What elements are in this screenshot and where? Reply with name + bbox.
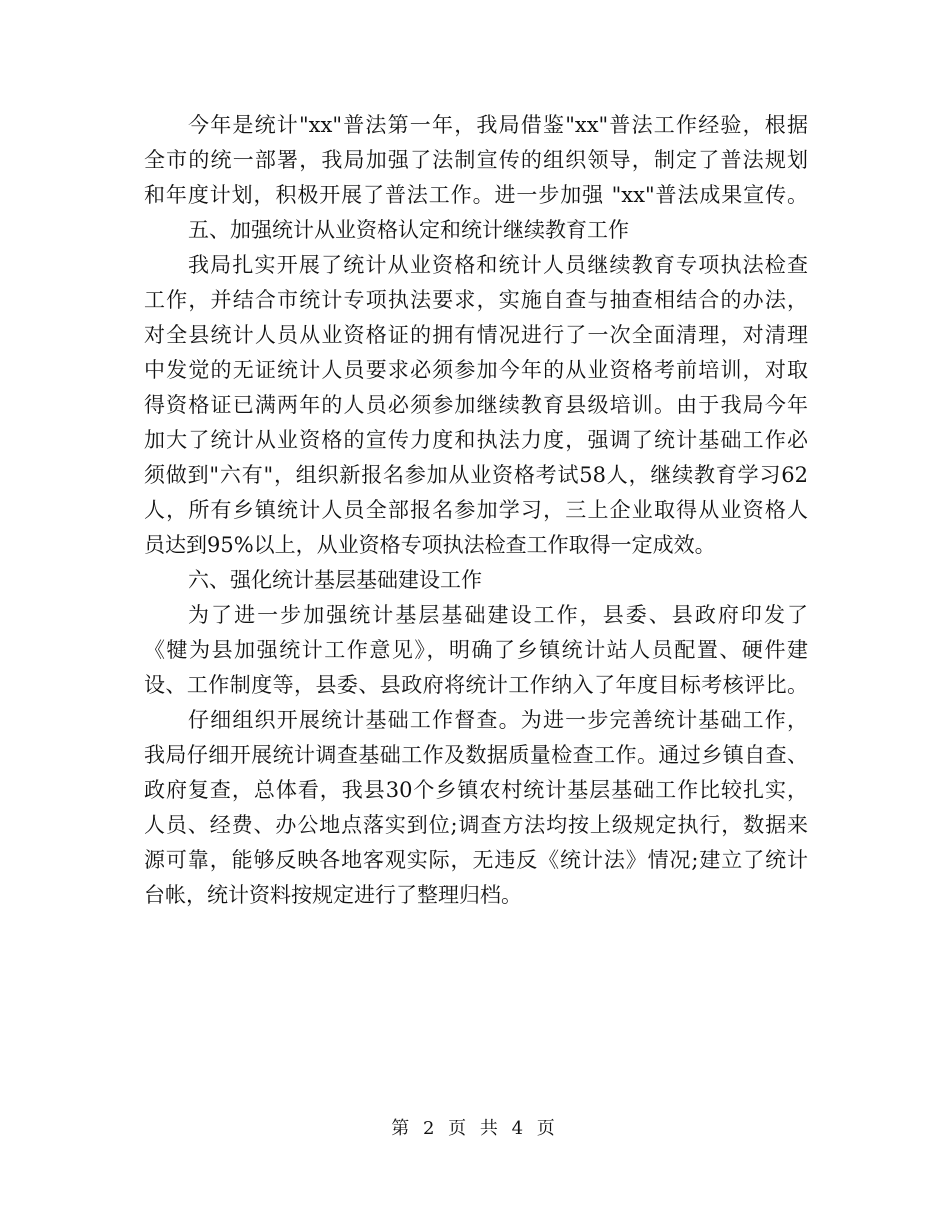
body-text (144, 108, 808, 913)
paragraph-line: 工作，并结合市统计专项执法要求，实施自查与抽查相结合的办法， (144, 288, 808, 312)
paragraph-line: 台帐，统计资料按规定进行了整理归档。 (144, 883, 522, 907)
paragraph-line: 加大了统计从业资格的宣传力度和执法力度，强调了统计基础工作必 (144, 428, 808, 452)
paragraph-line: 《犍为县加强统计工作意见》，明确了乡镇统计站人员配置、硬件建 (144, 638, 808, 662)
paragraph-line: 对全县统计人员从业资格证的拥有情况进行了一次全面清理，对清理 (144, 323, 808, 347)
paragraph-line: 我局仔细开展统计调查基础工作及数据质量检查工作。通过乡镇自查、 (144, 743, 808, 767)
paragraph-line: 和年度计划，积极开展了普法工作。进一步加强 "xx"普法成果宣传。 (144, 183, 808, 207)
paragraph-line: 我局扎实开展了统计从业资格和统计人员继续教育专项执法检查 (188, 253, 808, 277)
paragraph-line: 设、工作制度等，县委、县政府将统计工作纳入了年度目标考核评比。 (144, 673, 808, 697)
paragraph-line: 全市的统一部署，我局加强了法制宣传的组织领导，制定了普法规划 (144, 148, 808, 172)
paragraph-line: 为了进一步加强统计基层基础建设工作，县委、县政府印发了 (188, 603, 808, 627)
paragraph-line: 仔细组织开展统计基础工作督查。为进一步完善统计基础工作， (188, 708, 808, 732)
paragraph-line: 今年是统计"xx"普法第一年，我局借鉴"xx"普法工作经验，根据 (188, 113, 808, 137)
paragraph-line: 人，所有乡镇统计人员全部报名参加学习，三上企业取得从业资格人 (144, 498, 808, 522)
paragraph-line: 得资格证已满两年的人员必须参加继续教育县级培训。由于我局今年 (144, 393, 808, 417)
section-heading: 五、加强统计从业资格认定和统计继续教育工作 (188, 218, 629, 242)
paragraph-line: 源可靠，能够反映各地客观实际，无违反《统计法》情况;建立了统计 (144, 848, 808, 872)
paragraph-line: 人员、经费、办公地点落实到位;调查方法均按上级规定执行，数据来 (144, 813, 808, 837)
paragraph-line: 政府复查，总体看，我县30个乡镇农村统计基层基础工作比较扎实， (144, 778, 808, 802)
section-heading: 六、强化统计基层基础建设工作 (188, 568, 482, 592)
paragraph-line: 中发觉的无证统计人员要求必须参加今年的从业资格考前培训，对取 (144, 358, 808, 382)
paragraph-line: 须做到"六有"，组织新报名参加从业资格考试58人，继续教育学习62 (144, 463, 808, 487)
page-number: 第 2 页 共 4 页 (391, 1118, 559, 1139)
paragraph-line: 员达到95%以上，从业资格专项执法检查工作取得一定成效。 (144, 533, 716, 557)
